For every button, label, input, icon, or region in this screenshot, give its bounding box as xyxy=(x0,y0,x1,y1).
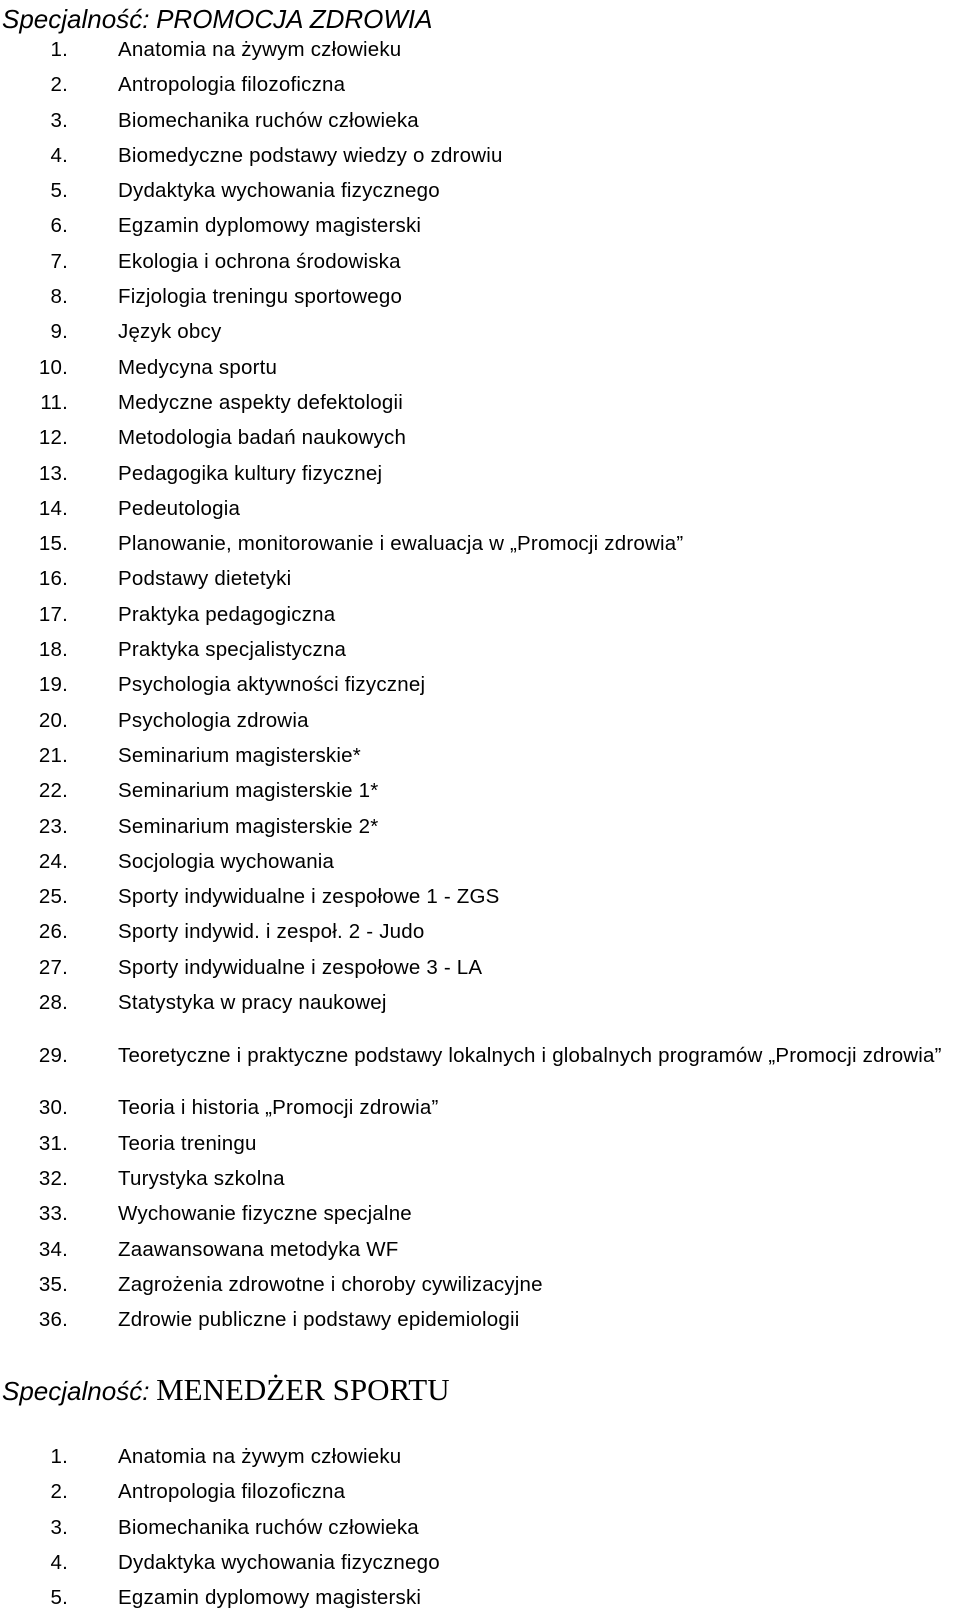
item-course-name: Sporty indywid. i zespoł. 2 - Judo xyxy=(118,920,425,944)
list-item xyxy=(0,1439,960,1474)
list-item xyxy=(0,491,960,526)
item-number: 7. xyxy=(50,249,68,273)
item-course-name: Statystyka w pracy naukowej xyxy=(118,991,387,1015)
item-course-name: Seminarium magisterskie* xyxy=(118,743,361,767)
item-number: 28. xyxy=(38,991,68,1015)
section-heading-promocja-zdrowia xyxy=(2,6,432,33)
item-number: 32. xyxy=(38,1166,68,1190)
section-heading-name: PROMOCJA ZDROWIA xyxy=(156,4,433,34)
item-course-name: Sporty indywidualne i zespołowe 1 - ZGS xyxy=(118,885,500,909)
section-heading-menedzer-sportu xyxy=(2,1374,450,1405)
item-number: 3. xyxy=(50,108,68,132)
item-number: 21. xyxy=(38,743,68,767)
list-item xyxy=(0,738,960,773)
list-item xyxy=(0,985,960,1020)
item-course-name: Pedeutologia xyxy=(118,496,241,520)
list-item xyxy=(0,456,960,491)
list-item xyxy=(0,138,960,173)
item-course-name: Planowanie, monitorowanie i ewaluacja w „Promocji zdrowia” xyxy=(118,532,684,556)
list-item xyxy=(0,244,960,279)
item-course-name: Antropologia filozoficzna xyxy=(118,73,346,97)
item-number: 16. xyxy=(38,567,68,591)
item-number: 1. xyxy=(50,38,68,61)
item-number: 36. xyxy=(38,1308,68,1332)
item-number: 25. xyxy=(38,885,68,909)
list-item xyxy=(0,1580,960,1615)
list-item xyxy=(0,279,960,314)
item-number: 27. xyxy=(38,955,68,979)
item-course-name: Wychowanie fizyczne specjalne xyxy=(118,1202,412,1226)
list-item xyxy=(0,1196,960,1231)
item-number: 15. xyxy=(38,532,68,556)
item-course-name: Seminarium magisterskie 2* xyxy=(118,814,379,838)
list-item xyxy=(0,597,960,632)
item-number: 3. xyxy=(50,1515,68,1539)
item-number: 30. xyxy=(38,1096,68,1120)
item-course-name: Ekologia i ochrona środowiska xyxy=(118,249,401,273)
list-item xyxy=(0,67,960,102)
item-course-name: Fizjologia treningu sportowego xyxy=(118,285,403,309)
item-number: 19. xyxy=(38,673,68,697)
item-number: 9. xyxy=(50,320,68,344)
item-number: 13. xyxy=(38,461,68,485)
item-course-name: Psychologia aktywności fizycznej xyxy=(118,673,426,697)
item-course-name: Praktyka specjalistyczna xyxy=(118,638,347,662)
list-item xyxy=(0,773,960,808)
item-course-name: Antropologia filozoficzna xyxy=(118,1480,346,1504)
course-list-menedzer-sportu xyxy=(0,1439,960,1615)
list-item xyxy=(0,809,960,844)
item-course-name: Biomedyczne podstawy wiedzy o zdrowiu xyxy=(118,143,503,167)
item-number: 10. xyxy=(38,355,68,379)
list-item xyxy=(0,1126,960,1161)
item-number: 31. xyxy=(38,1131,68,1155)
section-heading-label: Specjalność: xyxy=(2,4,150,34)
item-course-name: Biomechanika ruchów człowieka xyxy=(118,108,419,132)
list-item xyxy=(0,1474,960,1509)
item-course-name: Pedagogika kultury fizycznej xyxy=(118,461,383,485)
list-item xyxy=(0,950,960,985)
item-number: 12. xyxy=(38,426,68,450)
item-course-name: Zdrowie publiczne i podstawy epidemiologii xyxy=(118,1308,520,1332)
list-item xyxy=(0,526,960,561)
item-course-name: Medycyna sportu xyxy=(118,355,278,379)
item-number: 2. xyxy=(50,73,68,97)
list-item xyxy=(0,1302,960,1337)
list-item xyxy=(0,1267,960,1302)
item-number: 34. xyxy=(38,1237,68,1261)
item-course-name: Seminarium magisterskie 1* xyxy=(118,779,379,803)
item-number: 6. xyxy=(50,214,68,238)
list-item xyxy=(0,173,960,208)
item-course-name: Dydaktyka wychowania fizycznego xyxy=(118,1550,440,1574)
item-course-name: Dydaktyka wychowania fizycznego xyxy=(118,179,440,203)
list-item xyxy=(0,703,960,738)
list-item xyxy=(0,1161,960,1196)
list-item xyxy=(0,32,960,67)
item-number: 2. xyxy=(50,1480,68,1504)
item-course-name: Metodologia badań naukowych xyxy=(118,426,407,450)
item-number: 35. xyxy=(38,1272,68,1296)
list-item xyxy=(0,420,960,455)
list-item xyxy=(0,385,960,420)
list-item xyxy=(0,667,960,702)
list-item xyxy=(0,1232,960,1267)
list-item xyxy=(0,632,960,667)
item-course-name: Praktyka pedagogiczna xyxy=(118,602,336,626)
item-course-name: Egzamin dyplomowy magisterski xyxy=(118,214,422,238)
list-item xyxy=(0,879,960,914)
item-course-name: Teoria treningu xyxy=(118,1131,257,1155)
list-item xyxy=(0,914,960,949)
list-item xyxy=(0,208,960,243)
item-number: 29. xyxy=(38,1043,68,1067)
item-number: 1. xyxy=(50,1445,68,1468)
item-number: 8. xyxy=(50,285,68,309)
item-course-name: Socjologia wychowania xyxy=(118,849,335,873)
list-item xyxy=(0,103,960,138)
item-number: 5. xyxy=(50,179,68,203)
item-course-name: Podstawy dietetyki xyxy=(118,567,292,591)
item-course-name: Medyczne aspekty defektologii xyxy=(118,390,403,414)
list-item xyxy=(0,1510,960,1545)
item-number: 33. xyxy=(38,1202,68,1226)
list-item xyxy=(0,350,960,385)
item-number: 4. xyxy=(50,1550,68,1574)
item-number: 11. xyxy=(40,390,68,414)
item-course-name: Teoretyczne i praktyczne podstawy lokalnych i globalnych programów „Promocji zdrowia” xyxy=(118,1043,942,1067)
list-item xyxy=(0,1545,960,1580)
item-number: 26. xyxy=(38,920,68,944)
section-heading-name: MENEDŻER SPORTU xyxy=(156,1372,450,1407)
item-number: 23. xyxy=(38,814,68,838)
item-course-name: Turystyka szkolna xyxy=(118,1166,285,1190)
list-item xyxy=(0,1020,960,1090)
item-course-name: Psychologia zdrowia xyxy=(118,708,309,732)
item-course-name: Anatomia na żywym człowieku xyxy=(118,1445,402,1468)
item-course-name: Zagrożenia zdrowotne i choroby cywilizacyjne xyxy=(118,1272,543,1296)
item-number: 22. xyxy=(38,779,68,803)
item-number: 4. xyxy=(50,143,68,167)
course-list-promocja-zdrowia xyxy=(0,32,960,1337)
list-item xyxy=(0,844,960,879)
list-item xyxy=(0,561,960,596)
item-number: 5. xyxy=(50,1586,68,1610)
list-item xyxy=(0,1090,960,1125)
item-course-name: Biomechanika ruchów człowieka xyxy=(118,1515,419,1539)
item-course-name: Egzamin dyplomowy magisterski xyxy=(118,1586,422,1610)
item-course-name: Język obcy xyxy=(118,320,222,344)
section-heading-label: Specjalność: xyxy=(2,1376,150,1406)
list-item xyxy=(0,314,960,349)
item-number: 24. xyxy=(38,849,68,873)
item-number: 17. xyxy=(38,602,68,626)
item-course-name: Sporty indywidualne i zespołowe 3 - LA xyxy=(118,955,483,979)
item-number: 14. xyxy=(38,496,68,520)
item-number: 18. xyxy=(38,638,68,662)
item-course-name: Anatomia na żywym człowieku xyxy=(118,38,402,61)
item-course-name: Teoria i historia „Promocji zdrowia” xyxy=(118,1096,439,1120)
item-course-name: Zaawansowana metodyka WF xyxy=(118,1237,399,1261)
item-number: 20. xyxy=(38,708,68,732)
